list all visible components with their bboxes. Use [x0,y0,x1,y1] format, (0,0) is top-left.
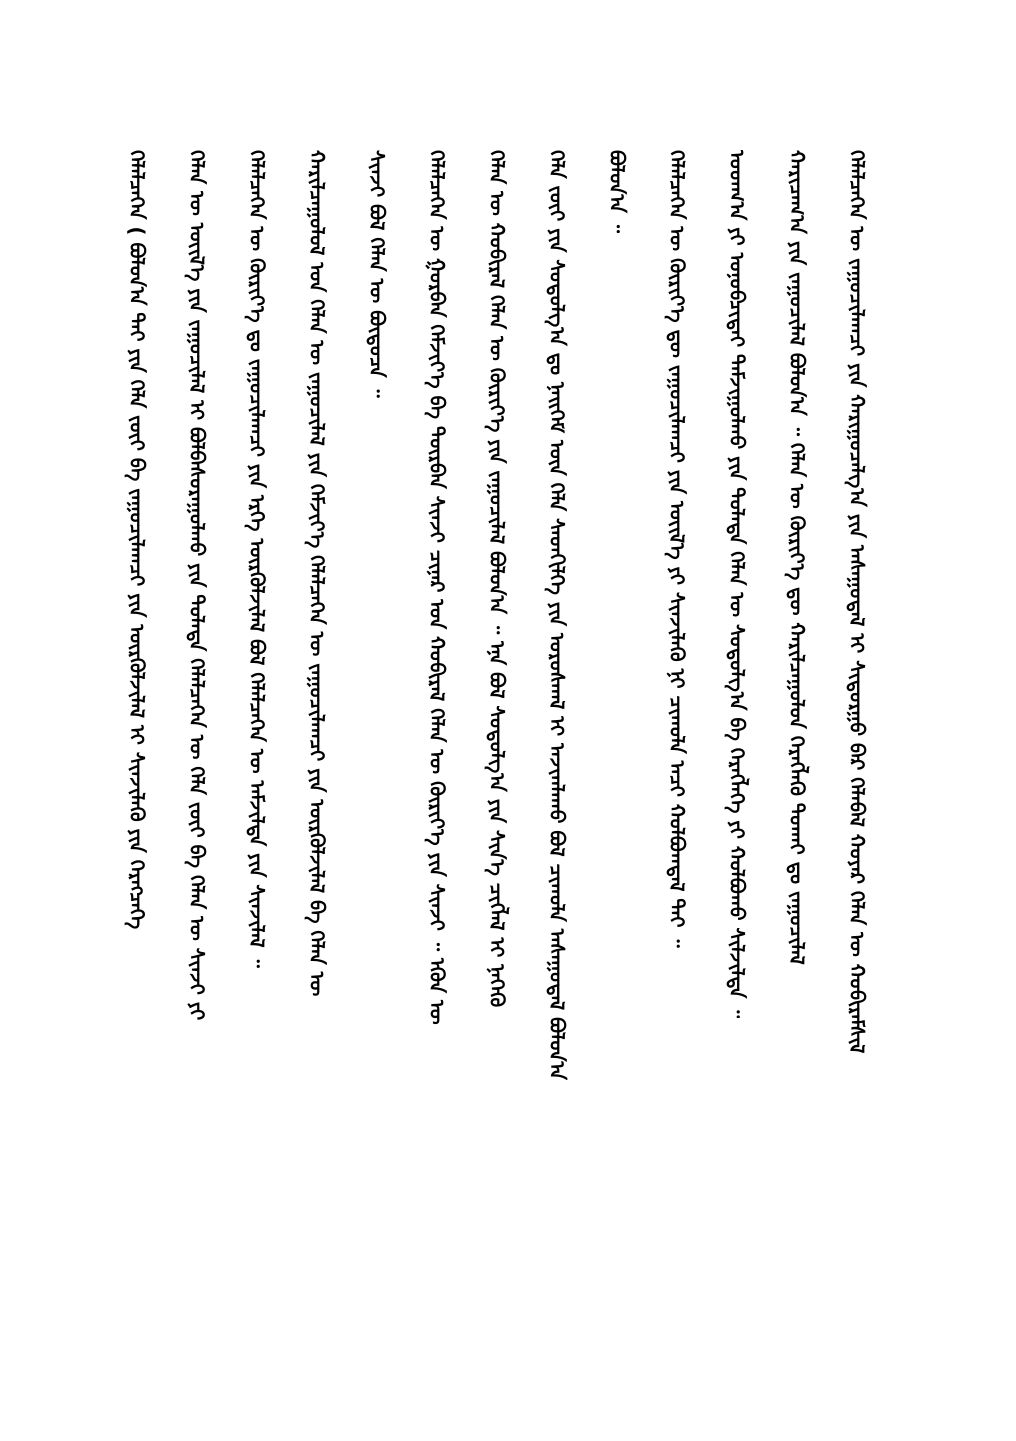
text-line-10: ᠬᠠᠷᠢᠯᠴᠠᠭᠤᠯᠤᠯ ᠤᠨ ᠬᠡᠯᠡᠨ ᠦ ᠵᠠᠭᠤᠴᠢᠯᠠᠯ ᠶᠢᠨ ᠬᠡᠮᠵᠢᠶ᠎ᠡ ᠬᠡᠯᠡᠯᠴᠡᠭᠡᠨ ᠦ ᠵᠠᠭᠤᠴᠢᠯᠠᠭᠴᠢ ᠶᠢᠨ ᠦᠷᠭᠦᠯᠵᠢᠯᠡᠯ ᠪᠠ ᠬᠡᠯᠡᠨ ᠦ [305,150,329,997]
text-line-1: ᠬᠡᠯᠡᠯᠴᠡᠭᠡᠨ ᠦ ᠵᠠᠭᠤᠴᠢᠯᠠᠭᠴᠢ ᠶᠢᠨ ᠬᠠᠷᠢᠭᠤᠴᠠᠯᠭ᠎ᠠ ᠶᠢᠨ ᠠᠰᠠᠭᠤᠳᠠᠯ ᠢ ᠰᠢᠳᠤᠷᠭᠤ ᠪᠡᠷ ᠬᠡᠯᠡᠪᠡᠯ ᠬᠣᠶᠠᠷ ᠬᠡᠯᠡᠨ ᠦ ᠬᠤᠪᠢᠷᠠᠮᠰᠢᠯ [845,150,869,1054]
text-line-8: ᠬᠡᠯᠡᠯᠴᠡᠭᠡᠨ ᠦ ᠭᠤᠷᠪᠠᠨ ᠬᠡᠮᠵᠢᠶ᠎ᠡ ᠪᠠ ᠳᠥᠷᠪᠡᠨ ᠰᠢᠨᠵᠢ ᠴᠢᠨᠠᠷ ᠤᠨ ᠬᠤᠪᠢᠷᠠᠯ ᠬᠡᠯᠡᠨ ᠦ ᠬᠦᠷᠢᠶ᠎ᠡ ᠶᠢᠨ ᠰᠢᠨᠵᠢ ᠃ ᠡᠭᠦᠨ ᠦ [425,150,449,1025]
text-line-6: ᠬᠡᠯᠡ ᠵᠦᠢ ᠶᠢᠨ ᠰᠤᠳᠤᠯᠭ᠎ᠠ ᠳᠤ ᠨᠡᠢᠭᠡᠮ ᠦᠨ ᠬᠡᠯᠡ ᠰᠡᠳᠬᠢᠯᠭᠡ ᠶᠢᠨ ᠤᠷᠤᠰᠬᠠᠯ ᠢ ᠠᠵᠢᠭᠯᠠᠬᠤ ᠪᠣᠯ ᠴᠢᠬᠤᠯᠠ ᠠᠰᠠᠭᠤᠳᠠᠯ ᠪᠣᠯᠤᠨ᠎ᠠ [545,150,569,1081]
text-line-7: ᠬᠡᠯᠡᠨ ᠦ ᠬᠤᠪᠢᠷᠠᠯ ᠬᠡᠯᠡᠨ ᠦ ᠬᠦᠷᠢᠶ᠎ᠡ ᠶᠢᠨ ᠵᠠᠭᠤᠴᠢᠯᠠᠯ ᠪᠣᠯᠤᠨ᠎ᠠ ᠃ ᠡᠨᠡ ᠪᠣᠯ ᠰᠤᠳᠤᠯᠭ᠎ᠠ ᠶᠢᠨ ᠰᠢᠨ᠎ᠡ ᠴᠢᠭᠯᠡᠯ ᠢ ᠨᠡᠬᠡᠬᠦ [485,150,509,1008]
text-line-5: ᠪᠣᠯᠤᠨ᠎ᠠ ᠃ [605,150,629,234]
text-line-3: ᠤᠳᠬ᠎ᠠ ᠶᠢ ᠣᠨᠣᠪᠴᠢᠲᠠᠢ ᠳᠠᠮᠵᠢᠭᠤᠯᠬᠤ ᠶᠢᠨ ᠲᠤᠯᠠᠳᠠ ᠬᠡᠯᠡᠨ ᠦ ᠰᠤᠳᠤᠯᠭ᠎ᠠ ᠪᠠ ᠬᠡᠷᠡᠭᠯᠡᠭᠡ ᠶᠢ ᠬᠣᠯᠪᠣᠬᠤ ᠰᠢᠯᠵᠢᠯᠲᠡ ᠃ [725,150,749,1019]
text-line-13: ᠬᠡᠯᠡᠯᠴᠡᠭᠡᠨ ( ᠪᠣᠯᠤᠨ᠎ᠠ ᠲᠠᠢ ᠶᠢᠨ ᠬᠡᠯᠡ ᠵᠦᠢ ᠪᠠ ᠵᠠᠭᠤᠴᠢᠯᠠᠭᠴᠢ ᠶᠢᠨ ᠦᠷᠭᠦᠯᠵᠢᠯᠡᠯ ᠢ ᠰᠢᠨᠵᠢᠯᠡᠬᠦ ᠶᠢᠨ ᠬᠡᠷᠡᠭᠴᠡᠭᠡ [125,150,149,930]
text-line-12: ᠬᠡᠯᠡᠨ ᠦ ᠦᠢᠯ᠎ᠡ ᠶᠢᠨ ᠵᠠᠭᠤᠴᠢᠯᠠᠯ ᠢ ᠪᠣᠯᠪᠠᠰᠤᠷᠠᠭᠤᠯᠬᠤ ᠶᠢᠨ ᠲᠤᠯᠠᠳᠠ ᠬᠡᠯᠡᠯᠴᠡᠭᠡᠨ ᠦ ᠬᠡᠯᠡ ᠵᠦᠢ ᠪᠠ ᠬᠡᠯᠡᠨ ᠦ ᠰᠢᠨᠵᠢ ᠶᠢ [185,150,209,1021]
text-line-4: ᠬᠡᠯᠡᠯᠴᠡᠭᠡᠨ ᠦ ᠬᠦᠷᠢᠶ᠎ᠡ ᠳᠦ ᠵᠠᠭᠤᠴᠢᠯᠠᠭᠴᠢ ᠶᠢᠨ ᠦᠢᠯ᠎ᠡ ᠶᠢ ᠰᠢᠨᠵᠢᠯᠡᠬᠦ ᠨᠢ ᠴᠢᠬᠤᠯᠠ ᠠᠴᠢ ᠬᠣᠯᠪᠣᠭᠳᠠᠯ ᠲᠠᠢ ᠃ [665,150,689,948]
text-line-9: ᠰᠢᠨᠵᠢ ᠪᠣᠯ ᠬᠡᠯᠡᠨ ᠦ ᠪᠦᠲᠦᠴᠡ ᠃ [365,150,389,398]
text-line-2: ᠬᠠᠷᠢᠴᠠᠭ᠎ᠠ ᠶᠢᠨ ᠵᠠᠭᠤᠴᠢᠯᠠᠯ ᠪᠣᠯᠤᠨ᠎ᠠ ᠃ ᠬᠡᠯᠡᠨ ᠦ ᠬᠦᠷᠢᠶ᠎ᠡ ᠳᠦ ᠬᠠᠷᠢᠯᠴᠠᠭᠤᠯᠤᠨ ᠬᠡᠷᠡᠭᠯᠡᠬᠦ ᠲᠤᠬᠠᠶ ᠳᠤ ᠵᠠᠭᠤᠴᠢᠯᠠᠯ [785,150,809,965]
text-line-11: ᠬᠡᠯᠡᠯᠴᠡᠭᠡᠨ ᠦ ᠬᠦᠷᠢᠶ᠎ᠡ ᠳᠤ ᠵᠠᠭᠤᠴᠢᠯᠠᠭᠴᠢ ᠶᠢᠨ ᠡᠷᠬᠡ ᠦᠷᠭᠦᠯᠵᠢᠯᠡᠯ ᠪᠣᠯ ᠬᠡᠯᠡᠯᠴᠡᠭᠡᠨ ᠦ ᠠᠮᠵᠢᠯᠲᠠ ᠶᠢᠨ ᠰᠢᠨᠵᠢᠯᠡᠯ ᠃ [245,150,269,968]
